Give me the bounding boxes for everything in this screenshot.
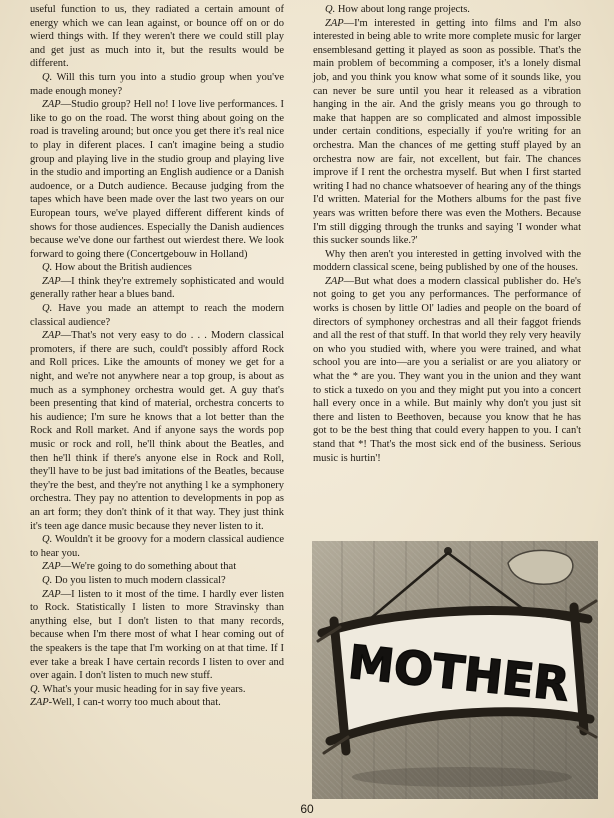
mother-sign-illustration: [312, 541, 598, 799]
paragraph-text: Will this turn you into a studio group when you've made enough money?: [30, 71, 284, 97]
paragraph: [30, 98, 284, 261]
paragraph: [30, 329, 284, 533]
paragraph: [30, 696, 284, 710]
paragraph-text: Have you made an attempt to reach the modern classical audience?: [30, 303, 284, 328]
speaker-label: Q.: [325, 4, 336, 15]
paragraph-text: —I'm interested in getting into films and I'm also interested in being able to write more complete music for larger ensemblesand getting it played as soon as possible. That's the main problem of becomming a composer, it's a lonely dismal job, and you think you know what some of it sounds like, you can never be sure until you hear it released as a vibration hanging in the air. And the grisly means you go through to make that happen are so complicated and almost impossible under certain conditions, especially if you're writing for an orchestra. Man the chances of me getting stuff played by an orchestra now are fair, not excellent, but fair. The chances improve if I rent the orchestra myself. But when I first started writing I had no chance whatsoever of hearing any of the things I'd written. Material for the Mothers albums for the past five years was written before there was even the Mothers. Because I'm still digging through the trunks and saying 'I wonder what this sucker sounds like.?': [313, 17, 581, 247]
paragraph-text: —I listen to it most of the time. I hardly ever listen to Rock. Statistically I listen to more Stravinsky than anything else, but I don't listen to that many records, because when I'm there most of what I hear coming out of the speakers is the tape that I'm working on at that time. If I ever take a break I have certain records I listen to over and over again. I don't listen to much new stuff.: [30, 588, 284, 682]
sign-text: MOTHER: [345, 634, 572, 712]
speaker-label: ZAP: [42, 330, 61, 342]
speaker-label: ZAP: [42, 99, 61, 111]
paragraph: [30, 588, 284, 683]
paragraph-text: —I think they're extremely sophisticated and would generally rather hear a blues band.: [30, 275, 284, 301]
paragraph-text: Why then aren't you interested in getting involved with the moddern classical scene, being published by one of the houses.: [313, 248, 581, 274]
right-column: [313, 3, 581, 465]
paragraph: [30, 560, 284, 574]
paragraph: [30, 71, 284, 98]
paragraph-text: How about long range projects.: [335, 4, 470, 15]
speaker-label: Q.: [42, 303, 53, 315]
speaker-label: Q.: [42, 262, 53, 274]
paragraph-text: -Well, I can-t worry too much about that.: [48, 697, 221, 709]
speaker-label: ZAP: [30, 697, 49, 709]
paragraph: [30, 574, 284, 588]
paragraph-text: —That's not very easy to do . . . Modern classical promoters, if there are such, could't possibly afford Rock and Roll prices. Like the amounts of money we get for a night, and we're not anywhere near a top group, is about as much as a symphoney orchestra would get. A guy that's been presenting that kind of material, orchestra concerts to his audience; I'm sure he knows that a lot better than the Rock and Roll market. And if anyone says the words pop music or rock and roll, he'll think about the Beatles, and then he'll think if there's anyone else in Rock and Roll, they'll have to be just bad imitations of the Beatles, because they're the best, and they're not anything l ke a symphonery orchestra. They pay no attention to developments in pop as an art form; they don't think of it that way. They just think it's teen age dance music because they never listen to it.: [30, 330, 284, 532]
mother-sign-svg: [312, 541, 598, 799]
speaker-label: Q.: [42, 534, 53, 546]
speaker-label: ZAP: [325, 275, 344, 287]
speaker-label: Q.: [42, 71, 53, 83]
paragraph: [30, 302, 284, 329]
paragraph: [30, 275, 284, 302]
speaker-label: ZAP: [42, 588, 61, 600]
paragraph-text: Wouldn't it be groovy for a modern classical audience to hear you.: [30, 534, 284, 559]
paragraph: [30, 683, 284, 697]
paragraph-text: How about the British audiences: [52, 262, 192, 274]
paragraph-text: Do you listen to much modern classical?: [52, 574, 226, 586]
page-number: 60: [300, 802, 314, 816]
paragraph: [30, 533, 284, 560]
speaker-label: ZAP: [42, 275, 61, 287]
paragraph-text: —But what does a modern classical publisher do. He's not going to get you any performances. The performance of works is chosen by little Ol' ladies and people on the board of directors of symphoney orchestras and all their faggot friends and all the rest of that stuff. In that world they rely very heavily on who you studied with, where you were trained, and what school you are into—are you a serialist or are you aliatory or what the * are you. They want you in the union and they want to stick a tuxedo on you and they might put you into a concert hall every once in a while. But mainly why don't you just sit there and listen to Beethoven, because you know that he has got to be the best thing that could every happen to you. I can't stand that *! That's the most sick end of the business. Serious music is hurtin'!: [313, 275, 581, 464]
paragraph: [313, 3, 581, 17]
paragraph-text: —Studio group? Hell no! I love live performances. I like to go on the road. The worst thing about going on the road is traveling around; but once you get there it's real nice to play in diferent places. I can't imagine being a studio group and playing live in the studio group and playing live in the studio and importing an English audience or a Danish audoence, or a Dutch audience. Because judging from the tapes which have been made over the last two years on our European tours, we've played different different kinds of shows for those audiences. Especially the Danish audiences because we've done our farthest out wierdest there. We look forward to going there (Concertgebouw in Holland): [30, 99, 284, 260]
paragraph: [313, 17, 581, 248]
paragraph: [313, 248, 581, 275]
paragraph: [313, 275, 581, 465]
speaker-label: ZAP: [325, 17, 344, 29]
speaker-label: Q.: [42, 574, 53, 586]
speaker-label: Q.: [30, 683, 41, 695]
paragraph: [30, 261, 284, 275]
paragraph-text: useful function to us, they radiated a certain amount of energy which we can lean against, or bounce off on or do wierd things with. If they weren't there we could still play and get just as much into it, but the results would be different.: [30, 4, 284, 70]
paragraph-text: —We're going to do something about that: [60, 561, 237, 573]
paragraph: [30, 3, 284, 71]
left-column: [30, 3, 284, 710]
paragraph-text: What's your music heading for in say five years.: [40, 683, 246, 695]
speaker-label: ZAP: [42, 561, 61, 573]
